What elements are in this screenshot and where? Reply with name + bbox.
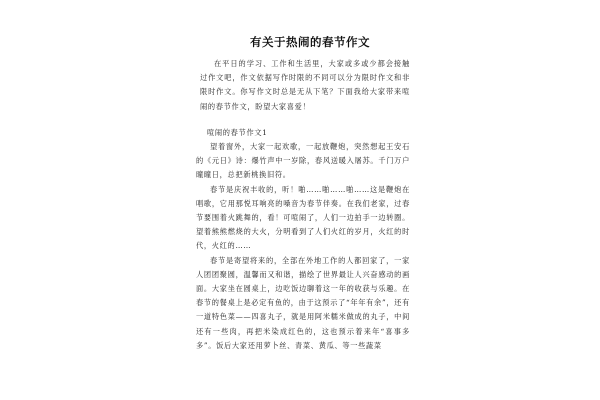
intro-paragraph: 在平日的学习、工作和生活里，大家或多或少都会接触过作文吧，作文依据写作时限的不同可以分为限时作文和非限时作文。你写作文时总是无从下笔？下面我给大家带来喧闹的春节作文，盼望大家喜爱！ <box>200 59 410 111</box>
body-paragraph-3: 春节是寄望将来的，全部在外地工作的人都回家了，一家人团团聚圆，温馨而又和谐，描绘了世界最让人兴奋感动的画面。大家坐在圆桌上，边吃饭边聊着这一年的收获与乐趣。在春节的餐桌上是必定有鱼的，由于这预示了“年年有余”，还有一道特色菜——四喜丸子，就是用阿米糯米做成的丸子，中间还有一些肉，再把米染成红色的，这也预示着来年“喜事多多”。饭后大家还用萝卜丝、青菜、黄瓜、等一些蔬菜 <box>196 255 410 350</box>
body-paragraph-1: 望着窗外，大家一起欢歌，一起放鞭炮，突然想起王安石的《元日》诗：爆竹声中一岁除，春风送暖入屠苏。千门万户曈曈日，总把新桃换旧符。 <box>196 142 410 180</box>
section-spacer <box>196 114 410 126</box>
body-paragraph-2: 春节是庆祝丰收的，听！啪……啪……啪……这是鞭炮在唱歌，它用那悦耳响亮的嗓音为春节伴奏。在我们老家，过春节要围着火跳舞的，看！可喧闹了，人们一边拍手一边转圈。望着熊熊燃烧的大火，分明看到了人们火红的岁月，火红的时代，火红的…… <box>196 184 410 251</box>
document-title: 有关于热闹的春节作文 <box>250 35 370 49</box>
document-page <box>196 34 410 353</box>
section-title: 喧闹的春节作文1 <box>207 127 268 137</box>
